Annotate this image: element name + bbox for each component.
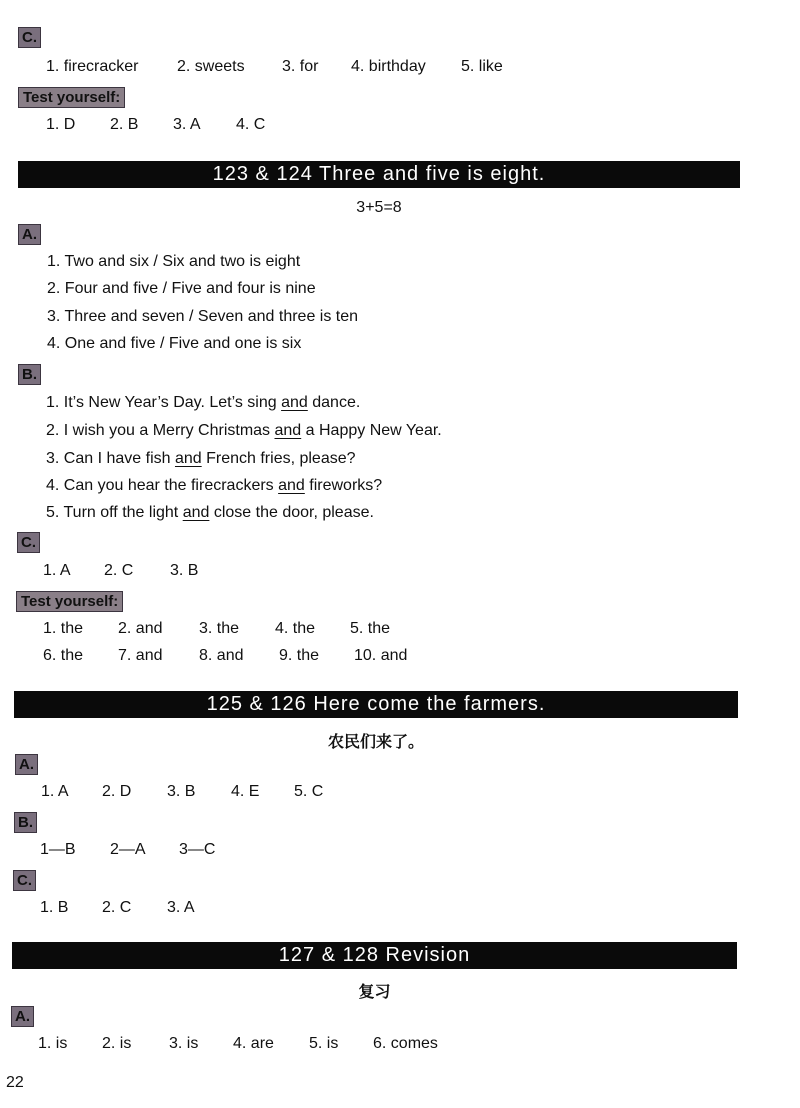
answer-item: 3. A	[167, 899, 195, 916]
section-c-label: C.	[18, 27, 41, 48]
sentence-text: a Happy New Year.	[301, 422, 442, 439]
underlined-answer: and	[182, 504, 210, 521]
answer-item: 2. B	[110, 116, 139, 133]
answer-item: 2. and	[118, 620, 163, 637]
top-c-answers	[46, 58, 746, 78]
section-a-label: A.	[18, 224, 41, 245]
lesson-subtitle: 3+5=8	[356, 199, 402, 216]
answer-item: 4. birthday	[351, 58, 426, 75]
c-answers	[43, 562, 743, 582]
answer-item: 4. the	[275, 620, 316, 637]
section-b-label: B.	[18, 364, 41, 385]
answer-item: 5. is	[309, 1035, 339, 1052]
answer-item: 9. the	[279, 647, 320, 664]
answer-sentence	[46, 450, 356, 468]
answer-sentence	[46, 504, 374, 522]
answer-item: 1. D	[46, 116, 76, 133]
answer-item: 6. comes	[373, 1035, 438, 1052]
section-c-label: C.	[13, 870, 36, 891]
answer-item: 4. E	[231, 783, 260, 800]
answer-line: 4. One and five / Five and one is six	[47, 335, 302, 352]
underlined-answer: and	[281, 394, 308, 411]
answer-sentence	[46, 422, 442, 440]
section-a-label: A.	[11, 1006, 34, 1027]
answer-item: 1. the	[43, 620, 84, 637]
test-yourself-label: Test yourself:	[18, 87, 125, 108]
answer-line: 1. Two and six / Six and two is eight	[47, 253, 301, 270]
lesson-title-bar: 127 & 128 Revision	[12, 942, 737, 969]
sentence-text: French fries, please?	[201, 450, 356, 467]
answer-sentence	[46, 394, 360, 412]
answer-item: 2. D	[102, 783, 132, 800]
lesson-subtitle: 复习	[358, 984, 391, 1001]
answer-item: 1. A	[41, 783, 69, 800]
top-test-answers	[46, 116, 746, 136]
answer-item: 3. B	[170, 562, 199, 579]
answer-item: 5. like	[461, 58, 503, 75]
page-number: 22	[6, 1074, 24, 1091]
test-answers-row-1	[43, 620, 743, 640]
answer-item: 2. C	[102, 899, 132, 916]
test-answers-row-2	[43, 647, 743, 667]
answer-line: 2. Four and five / Five and four is nine	[47, 280, 316, 297]
b-answers	[40, 841, 740, 861]
answer-item: 10. and	[354, 647, 408, 664]
sentence-text: close the door, please.	[209, 504, 374, 521]
answer-item: 2—A	[110, 841, 146, 858]
answer-item: 6. the	[43, 647, 84, 664]
underlined-answer: and	[278, 477, 305, 494]
answer-line: 3. Three and seven / Seven and three is ten	[47, 308, 359, 325]
a-answers	[41, 783, 741, 803]
test-yourself-label: Test yourself:	[16, 591, 123, 612]
answer-item: 3. for	[282, 58, 319, 75]
answer-item: 5. the	[350, 620, 391, 637]
lesson-title-bar: 125 & 126 Here come the farmers.	[14, 691, 738, 718]
lesson-title-bar: 123 & 124 Three and five is eight.	[18, 161, 740, 188]
answer-item: 4. C	[236, 116, 266, 133]
sentence-text: 5. Turn off the light	[46, 504, 183, 521]
answer-item: 1. A	[43, 562, 71, 579]
answer-item: 4. are	[233, 1035, 274, 1052]
answer-item: 3—C	[179, 841, 216, 858]
section-c-label: C.	[17, 532, 40, 553]
sentence-text: dance.	[307, 394, 361, 411]
answer-item: 8. and	[199, 647, 244, 664]
answer-item: 7. and	[118, 647, 163, 664]
c-answers	[40, 899, 740, 919]
answer-item: 1—B	[40, 841, 76, 858]
answer-item: 2. sweets	[177, 58, 245, 75]
sentence-text: 4. Can you hear the firecrackers	[46, 477, 279, 494]
underlined-answer: and	[274, 422, 302, 439]
a-answers	[38, 1035, 738, 1055]
answer-item: 3. A	[173, 116, 201, 133]
answer-item: 2. C	[104, 562, 134, 579]
sentence-text: 1. It’s New Year’s Day. Let’s sing	[46, 394, 282, 411]
section-b-label: B.	[14, 812, 37, 833]
answer-item: 3. is	[169, 1035, 199, 1052]
answer-item: 1. B	[40, 899, 69, 916]
answer-sentence	[46, 477, 382, 495]
answer-item: 3. the	[199, 620, 240, 637]
sentence-text: fireworks?	[304, 477, 383, 494]
lesson-subtitle: 农民们来了。	[327, 734, 424, 751]
sentence-text: 2. I wish you a Merry Christmas	[46, 422, 275, 439]
section-a-label: A.	[15, 754, 38, 775]
sentence-text: 3. Can I have fish	[46, 450, 175, 467]
answer-item: 2. is	[102, 1035, 132, 1052]
underlined-answer: and	[174, 450, 202, 467]
answer-item: 1. is	[38, 1035, 68, 1052]
answer-item: 1. firecracker	[46, 58, 139, 75]
answer-item: 3. B	[167, 783, 196, 800]
answer-item: 5. C	[294, 783, 324, 800]
